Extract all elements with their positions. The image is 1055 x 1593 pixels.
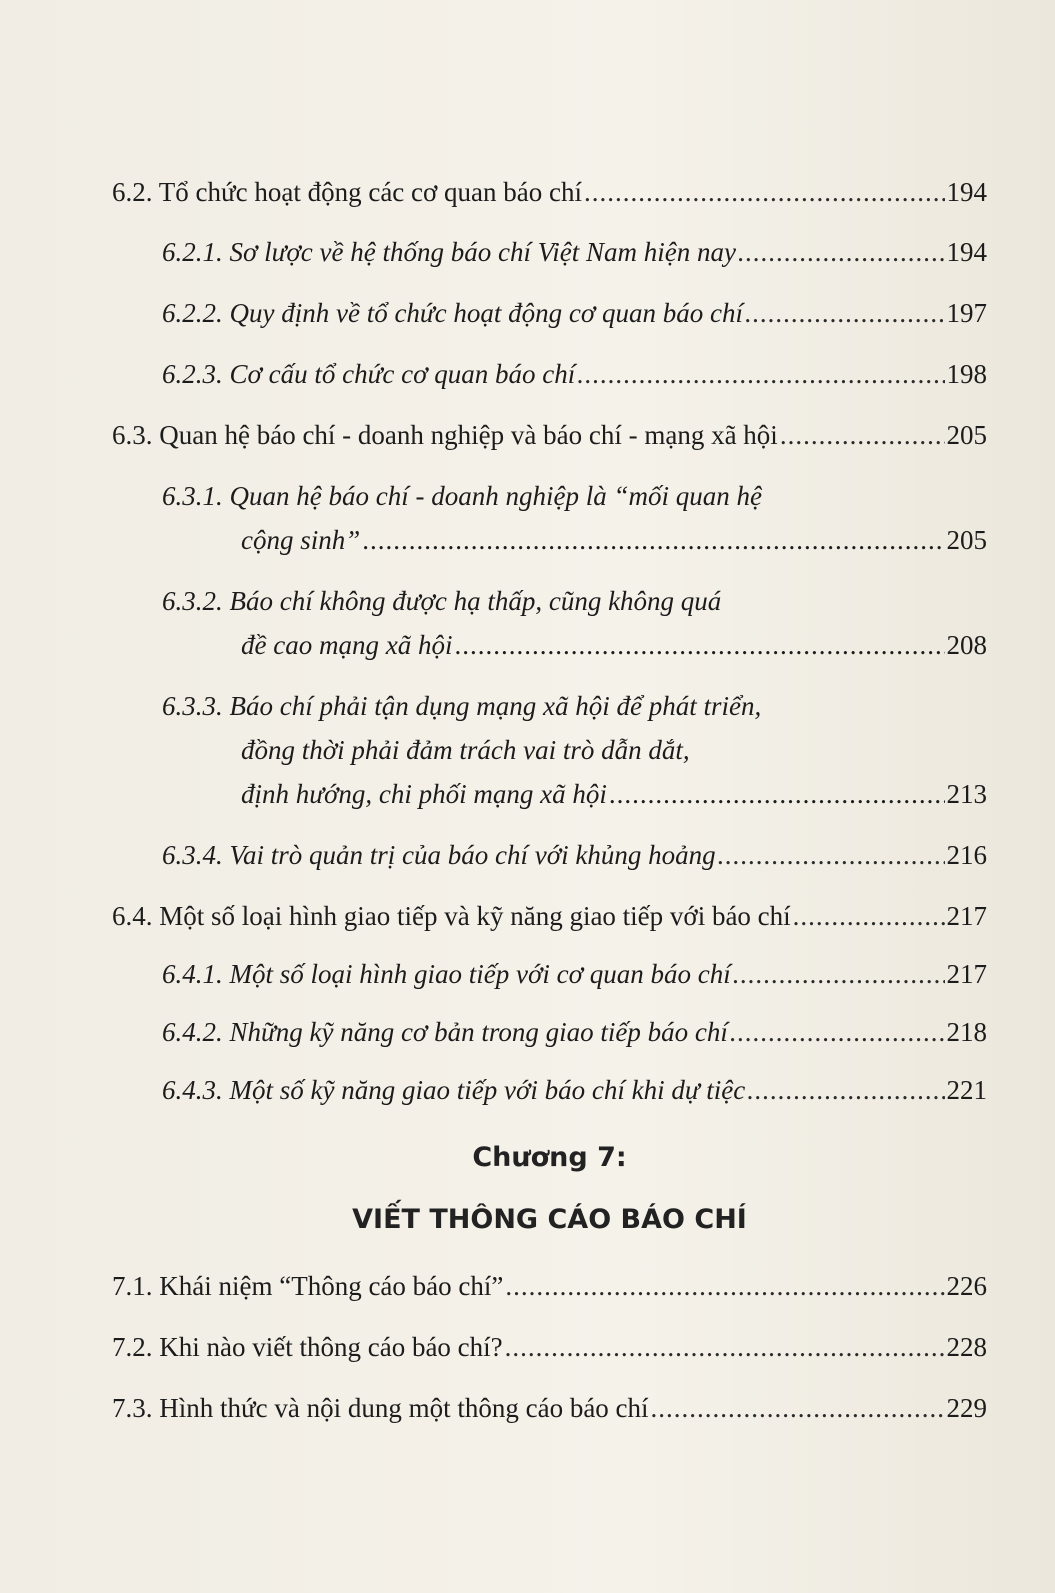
leader-dots <box>362 518 944 562</box>
toc-entry-label-line: cộng sinh” <box>241 525 361 555</box>
toc-page-number: 216 <box>946 840 987 870</box>
toc-entry-6-2-3[interactable] <box>112 352 987 396</box>
toc-entry-label: 6.4.3. Một số kỹ năng giao tiếp với báo chí khi dự tiệc <box>162 1075 746 1105</box>
leader-dots <box>505 1264 944 1308</box>
toc-page-number: 229 <box>946 1393 987 1423</box>
toc-page-number: 221 <box>946 1075 987 1105</box>
toc-entry-6-3[interactable] <box>112 413 987 457</box>
toc-entry-label-line: 6.3.2. Báo chí không được hạ thấp, cũng không quá <box>162 586 722 616</box>
toc-entry-6-4[interactable] <box>112 894 987 938</box>
toc-entry-label: 7.3. Hình thức và nội dung một thông cáo báo chí <box>112 1393 649 1423</box>
toc-entry-label: 7.2. Khi nào viết thông cáo báo chí? <box>112 1332 503 1362</box>
toc-page-number: 194 <box>946 237 987 267</box>
toc-entry-7-3[interactable] <box>112 1386 987 1430</box>
toc-entry-6-2-1[interactable] <box>112 230 987 274</box>
toc-page-number: 205 <box>946 525 987 555</box>
leader-dots <box>733 952 945 996</box>
leader-dots <box>747 1068 944 1112</box>
leader-dots <box>505 1325 945 1369</box>
toc-entry-6-3-4[interactable] <box>112 833 987 877</box>
toc-entry-label-line: định hướng, chi phối mạng xã hội <box>241 779 607 809</box>
toc-entry-label: 6.2.1. Sơ lược về hệ thống báo chí Việt Nam hiện nay <box>162 237 736 267</box>
leader-dots <box>609 772 945 816</box>
leader-dots <box>745 291 944 335</box>
toc-page-number: 198 <box>946 359 987 389</box>
toc-entry-label: 6.4.2. Những kỹ năng cơ bản trong giao tiếp báo chí <box>162 1017 728 1047</box>
toc-entry-label: 6.2.2. Quy định về tổ chức hoạt động cơ quan báo chí <box>162 298 744 328</box>
toc-page-number: 205 <box>946 420 987 450</box>
toc-entry-label: 6.4.1. Một số loại hình giao tiếp với cơ quan báo chí <box>162 959 731 989</box>
toc-entry-label: 6.2. Tổ chức hoạt động các cơ quan báo chí <box>112 177 583 207</box>
toc-entry-6-3-3[interactable] <box>112 684 987 816</box>
toc-page-number: 218 <box>946 1017 987 1047</box>
toc-entry-6-2[interactable] <box>112 170 987 214</box>
toc-page-number: 208 <box>946 630 987 660</box>
toc-entry-label: 6.4. Một số loại hình giao tiếp và kỹ năng giao tiếp với báo chí <box>112 901 791 931</box>
chapter-7-number: Chương 7: <box>472 1142 627 1173</box>
leader-dots <box>738 230 945 274</box>
leader-dots <box>718 833 945 877</box>
table-of-contents <box>112 170 987 1430</box>
toc-entry-label-line: đồng thời phải đảm trách vai trò dẫn dắt, <box>241 735 690 765</box>
toc-entry-6-3-2[interactable] <box>112 579 987 667</box>
leader-dots <box>454 623 944 667</box>
toc-page-number: 217 <box>946 901 987 931</box>
toc-entry-7-2[interactable] <box>112 1325 987 1369</box>
toc-entry-label: 6.3. Quan hệ báo chí - doanh nghiệp và báo chí - mạng xã hội <box>112 420 778 450</box>
toc-entry-label: 7.1. Khái niệm “Thông cáo báo chí” <box>112 1271 504 1301</box>
toc-page-number: 226 <box>946 1271 987 1301</box>
toc-page-number: 194 <box>946 177 987 207</box>
toc-entry-6-2-2[interactable] <box>112 291 987 335</box>
leader-dots <box>730 1010 945 1054</box>
leader-dots <box>780 413 945 457</box>
toc-entry-label-line: 6.3.3. Báo chí phải tận dụng mạng xã hội để phát triển, <box>162 691 762 721</box>
toc-entry-label-line: 6.3.1. Quan hệ báo chí - doanh nghiệp là “mối quan hệ <box>162 481 762 511</box>
toc-entry-6-4-1[interactable] <box>112 952 987 996</box>
toc-entry-label: 6.3.4. Vai trò quản trị của báo chí với khủng hoảng <box>162 840 716 870</box>
toc-entry-6-4-3[interactable] <box>112 1068 987 1112</box>
chapter-7-title: VIẾT THÔNG CÁO BÁO CHÍ <box>352 1204 747 1235</box>
toc-entry-label: 6.2.3. Cơ cấu tổ chức cơ quan báo chí <box>162 359 576 389</box>
leader-dots <box>651 1386 945 1430</box>
leader-dots <box>793 894 945 938</box>
toc-page-number: 197 <box>946 298 987 328</box>
toc-entry-6-4-2[interactable] <box>112 1010 987 1054</box>
toc-page-number: 213 <box>946 779 987 809</box>
toc-page-number: 217 <box>946 959 987 989</box>
toc-entry-6-3-1[interactable] <box>112 474 987 562</box>
leader-dots <box>577 352 944 396</box>
toc-page-number: 228 <box>946 1332 987 1362</box>
toc-entry-7-1[interactable] <box>112 1264 987 1308</box>
toc-entry-label-line: đề cao mạng xã hội <box>241 630 453 660</box>
leader-dots <box>584 170 944 214</box>
